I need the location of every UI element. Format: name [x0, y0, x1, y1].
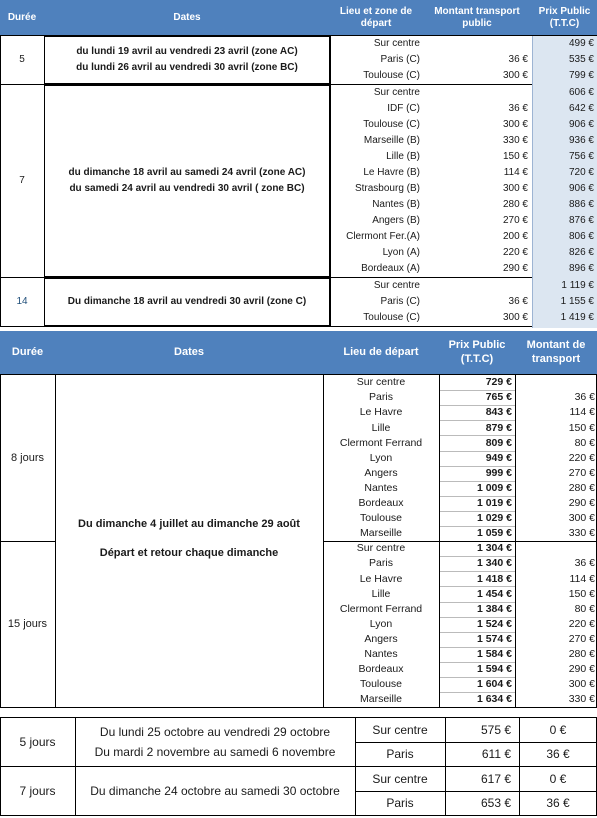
table-rule: [323, 707, 597, 708]
prix-cell: 1 604 €: [476, 678, 512, 691]
montant-cell: 330 €: [502, 135, 528, 146]
dates-line: du samedi 24 avril au vendredi 30 avril ( zone BC): [69, 183, 305, 194]
prix-cell: 729 €: [485, 376, 512, 389]
prix-cell: 1 384 €: [476, 602, 512, 615]
prix-cell: 1 009 €: [476, 481, 512, 494]
table-rule: [0, 326, 532, 327]
lieu-cell: Sur centre: [373, 38, 420, 49]
prix-cell: 1 029 €: [476, 512, 512, 525]
table-toussaint: [0, 716, 597, 816]
prix-cell: 756 €: [568, 151, 594, 162]
lieu-cell: Toulouse: [359, 512, 403, 525]
dates-line: Du dimanche 18 avril au vendredi 30 avril (zone C): [67, 296, 307, 307]
dates-line: Du dimanche 4 juillet au dimanche 29 août: [78, 518, 300, 530]
lieu-cell: Marseille: [359, 693, 402, 706]
duree-cell: 14: [16, 296, 28, 307]
lieu-cell: Le Havre: [359, 572, 403, 585]
montant-cell: 220 €: [502, 247, 528, 258]
duree-cell: 7 jours: [19, 784, 56, 798]
dates-cell: [55, 374, 323, 708]
prix-cell: 1 019 €: [476, 497, 512, 510]
dates-cell: [44, 36, 330, 84]
lieu-cell: Nantes: [364, 481, 398, 494]
montant-cell: 290 €: [568, 663, 595, 676]
header-montant: Montant transport public: [422, 0, 532, 35]
dates-line: Du lundi 25 octobre au vendredi 29 octobre: [99, 725, 331, 739]
header-lieu: Lieu et zone de départ: [330, 0, 422, 35]
prix-cell: 642 €: [568, 103, 594, 114]
lieu-cell: Lyon: [369, 451, 393, 464]
lieu-cell: Paris: [369, 557, 393, 570]
dates-line: Du mardi 2 novembre au samedi 6 novembre: [94, 745, 336, 759]
header-dates: Dates: [44, 0, 330, 35]
prix-cell: 1 155 €: [560, 296, 594, 307]
duree-cell: 5 jours: [19, 735, 56, 749]
montant-cell: 0 €: [549, 723, 567, 737]
lieu-cell: Lyon (A): [382, 247, 420, 258]
lieu-cell: Lyon: [369, 617, 393, 630]
table-rule: [0, 815, 597, 816]
montant-cell: 300 €: [502, 183, 528, 194]
montant-cell: 330 €: [568, 527, 595, 540]
lieu-cell: Paris: [386, 796, 414, 810]
lieu-cell: Clermont Fer.(A): [346, 231, 420, 242]
lieu-cell: Angers: [364, 632, 398, 645]
lieu-cell: Paris: [369, 391, 393, 404]
lieu-cell: Toulouse (C): [363, 119, 420, 130]
duree-cell: 5: [19, 54, 25, 65]
prix-cell: 1 419 €: [560, 312, 594, 323]
lieu-cell: Sur centre: [373, 87, 420, 98]
montant-cell: 36 €: [508, 103, 528, 114]
lieu-cell: Angers (B): [372, 215, 420, 226]
duree-cell: 8 jours: [10, 451, 45, 464]
prix-cell: 876 €: [568, 215, 594, 226]
prix-cell: 906 €: [568, 119, 594, 130]
table-rule: [515, 374, 516, 707]
lieu-cell: IDF (C): [387, 103, 420, 114]
prix-cell: 949 €: [485, 451, 512, 464]
table-rule: [75, 717, 76, 816]
table-rule: [0, 374, 1, 707]
lieu-cell: Paris (C): [380, 54, 420, 65]
montant-cell: 150 €: [502, 151, 528, 162]
montant-cell: [422, 278, 528, 294]
montant-cell: 0 €: [549, 772, 567, 786]
montant-cell: 114 €: [503, 167, 528, 178]
montant-cell: 270 €: [568, 466, 595, 479]
lieu-cell: Sur centre: [373, 280, 420, 291]
prix-cell: 1 340 €: [476, 557, 512, 570]
montant-cell: [515, 541, 595, 556]
header-prix: Prix Public (T.T.C): [439, 331, 515, 374]
montant-cell: 36 €: [574, 557, 595, 570]
montant-cell: 80 €: [574, 436, 595, 449]
lieu-cell: Lille: [371, 421, 391, 434]
lieu-cell: Lille (B): [386, 151, 420, 162]
montant-cell: 150 €: [568, 587, 595, 600]
lieu-cell: Le Havre: [359, 406, 403, 419]
table-rule: [439, 374, 440, 707]
montant-cell: 36 €: [546, 796, 570, 810]
dates-cell: [44, 85, 330, 277]
lieu-cell: Toulouse (C): [363, 312, 420, 323]
lieu-cell: Toulouse (C): [363, 70, 420, 81]
lieu-cell: Sur centre: [372, 772, 428, 786]
prix-cell: 936 €: [568, 135, 594, 146]
lieu-cell: Clermont Ferrand: [339, 602, 423, 615]
montant-cell: 80 €: [574, 602, 595, 615]
prix-cell: 1 454 €: [476, 587, 512, 600]
montant-cell: 300 €: [568, 512, 595, 525]
montant-cell: 220 €: [568, 617, 595, 630]
montant-cell: 280 €: [568, 481, 595, 494]
dates-line: Départ et retour chaque dimanche: [99, 547, 279, 559]
prix-cell: 606 €: [568, 87, 594, 98]
prix-cell: 806 €: [568, 231, 594, 242]
montant-cell: 290 €: [568, 497, 595, 510]
lieu-cell: Clermont Ferrand: [339, 436, 423, 449]
montant-cell: 150 €: [568, 421, 595, 434]
lieu-cell: Marseille: [359, 527, 402, 540]
table-ete: [0, 331, 597, 709]
duree-cell: 7: [19, 175, 25, 186]
montant-cell: [422, 85, 528, 101]
prix-cell: 765 €: [485, 391, 512, 404]
prix-cell: 1 594 €: [476, 663, 512, 676]
montant-cell: 330 €: [568, 693, 595, 706]
lieu-cell: Bordeaux: [358, 497, 404, 510]
prix-cell: 799 €: [568, 70, 594, 81]
prix-cell: 896 €: [568, 263, 594, 274]
montant-cell: 220 €: [568, 451, 595, 464]
lieu-cell: Sur centre: [372, 723, 428, 737]
montant-cell: 36 €: [508, 296, 528, 307]
dates-cell: [75, 718, 355, 766]
lieu-cell: Bordeaux: [358, 663, 404, 676]
montant-cell: 36 €: [508, 54, 528, 65]
header-prix: Prix Public (T.T.C): [532, 0, 597, 35]
lieu-cell: Nantes (B): [372, 199, 420, 210]
dates-line: du lundi 19 avril au vendredi 23 avril (zone AC): [76, 46, 298, 57]
lieu-cell: Strasbourg (B): [354, 183, 420, 194]
prix-cell: 809 €: [485, 436, 512, 449]
header-montant: Montant de transport: [515, 331, 597, 374]
table-rule: [330, 35, 331, 327]
header-duree: Durée: [0, 0, 44, 35]
prix-cell: 611 €: [481, 747, 511, 761]
dates-line: Du dimanche 24 octobre au samedi 30 octobre: [90, 784, 340, 798]
lieu-cell: Nantes: [364, 648, 398, 661]
lieu-cell: Paris: [386, 747, 414, 761]
lieu-cell: Le Havre (B): [363, 167, 420, 178]
table-rule: [445, 717, 446, 816]
dates-line: du dimanche 18 avril au samedi 24 avril (zone AC): [68, 167, 306, 178]
table-rule: [323, 374, 324, 707]
prix-cell: 843 €: [485, 406, 512, 419]
table-rule: [0, 717, 1, 816]
montant-cell: 114 €: [569, 572, 595, 585]
prix-cell: 617 €: [480, 772, 511, 786]
montant-cell: 300 €: [502, 312, 528, 323]
montant-cell: 36 €: [574, 391, 595, 404]
prix-cell: 1 634 €: [476, 693, 512, 706]
prix-cell: 575 €: [480, 723, 511, 737]
prix-cell: 720 €: [568, 167, 594, 178]
montant-cell: 290 €: [502, 263, 528, 274]
prix-cell: 1 418 €: [476, 572, 512, 585]
prix-cell: 1 119 €: [561, 280, 594, 291]
prix-cell: 653 €: [480, 796, 511, 810]
lieu-cell: Paris (C): [380, 296, 420, 307]
dates-line: du lundi 26 avril au vendredi 30 avril (zone BC): [76, 62, 298, 73]
prix-cell: 1 059 €: [476, 527, 512, 540]
montant-cell: 280 €: [568, 648, 595, 661]
prix-cell: 886 €: [568, 199, 594, 210]
montant-cell: 280 €: [502, 199, 528, 210]
prix-cell: 535 €: [568, 54, 594, 65]
table-rule: [519, 717, 520, 816]
header-lieu: Lieu de départ: [323, 331, 439, 374]
dates-cell: [75, 767, 355, 815]
dates-cell: [44, 278, 330, 326]
montant-cell: [422, 36, 528, 52]
lieu-cell: Sur centre: [356, 542, 406, 555]
montant-cell: 114 €: [569, 406, 595, 419]
prix-cell: 1 304 €: [476, 542, 512, 555]
duree-cell: 15 jours: [7, 617, 48, 630]
lieu-cell: Angers: [364, 466, 398, 479]
montant-cell: [515, 375, 595, 390]
prix-cell: 879 €: [485, 421, 512, 434]
table-rule: [55, 374, 56, 707]
prix-cell: 1 524 €: [476, 617, 512, 630]
lieu-cell: Bordeaux (A): [361, 263, 420, 274]
montant-cell: 270 €: [502, 215, 528, 226]
prix-cell: 906 €: [568, 183, 594, 194]
header-duree: Durée: [0, 331, 55, 374]
montant-cell: 300 €: [502, 70, 528, 81]
prix-cell: 499 €: [568, 38, 594, 49]
header-dates: Dates: [55, 331, 323, 374]
table-avril: [0, 0, 597, 328]
montant-cell: 300 €: [568, 678, 595, 691]
montant-cell: 300 €: [502, 119, 528, 130]
prix-cell: 999 €: [485, 466, 512, 479]
prix-cell: 1 574 €: [476, 632, 512, 645]
montant-cell: 270 €: [568, 632, 595, 645]
prix-cell: 1 584 €: [476, 648, 512, 661]
lieu-cell: Marseille (B): [363, 135, 420, 146]
lieu-cell: Lille: [371, 587, 391, 600]
lieu-cell: Toulouse: [359, 678, 403, 691]
lieu-cell: Sur centre: [356, 376, 406, 389]
table-rule: [355, 717, 356, 816]
montant-cell: 36 €: [546, 747, 570, 761]
table-rule: [0, 35, 1, 327]
prix-cell: 826 €: [568, 247, 594, 258]
montant-cell: 200 €: [502, 231, 528, 242]
